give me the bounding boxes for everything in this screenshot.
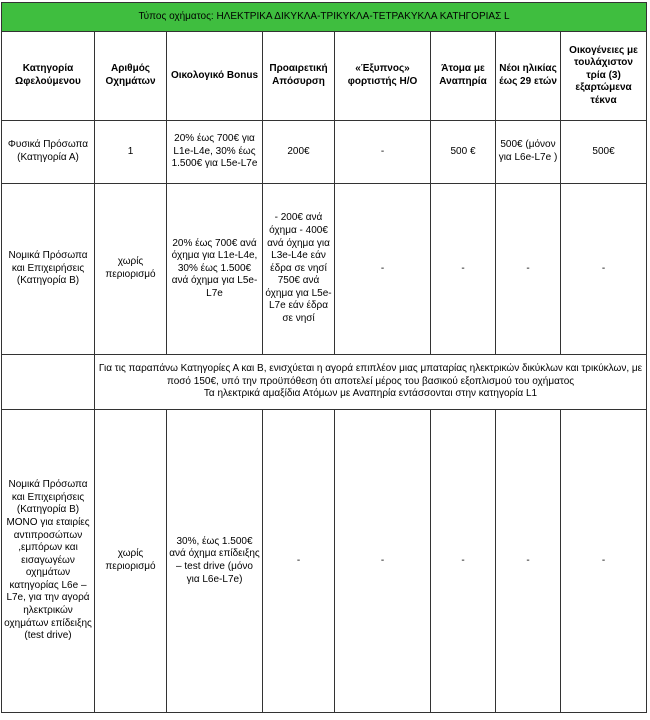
cell-bonus: 20% έως 700€ ανά όχημα για L1e-L4e, 30% έως 1.500€ ανά όχημα για L5e-L7e (167, 184, 263, 355)
note-empty-cell (2, 355, 95, 410)
header-scrappage: Προαιρετική Απόσυρση (263, 32, 335, 121)
cell-vehicles: 1 (95, 121, 167, 184)
cell-youth: 500€ (μόνον για L6e-L7e ) (496, 121, 561, 184)
cell-bonus: 20% έως 700€ για L1e-L4e, 30% έως 1.500€ για L5e-L7e (167, 121, 263, 184)
header-bonus: Οικολογικό Bonus (167, 32, 263, 121)
cell-families: - (561, 184, 647, 355)
note-cell (95, 355, 647, 410)
cell-bonus: 30%, έως 1.500€ ανά όχημα επίδειξης – test drive (μόνο για L6e-L7e) (167, 410, 263, 713)
cell-scrappage: 200€ (263, 121, 335, 184)
note-row (2, 355, 647, 410)
cell-scrappage: - 200€ ανά όχημα - 400€ ανά όχημα για L3e-L4e εάν έδρα σε νησί 750€ ανά όχημα για L5e-L7e εάν έδρα σε νησί (263, 184, 335, 355)
cell-category: Νομικά Πρόσωπα και Επιχειρήσεις (Κατηγορία Β) ΜΟΝΟ για εταιρίες αντιπροσώπων ,εμπόρων και εισαγωγέων οχημάτων κατηγορίας L6e – L7e, για την αγορά ηλεκτρικών οχημάτων επίδειξης (test drive) (2, 410, 95, 713)
cell-youth: - (496, 410, 561, 713)
cell-disability: - (431, 410, 496, 713)
cell-scrappage: - (263, 410, 335, 713)
header-families: Οικογένειες με τουλάχιστον τρία (3) εξαρτώμενα τέκνα (561, 32, 647, 121)
cell-families: 500€ (561, 121, 647, 184)
table-title: Τύπος οχήματος: ΗΛΕΚΤΡΙΚΑ ΔΙΚΥΚΛΑ-ΤΡΙΚΥΚΛΑ-ΤΕΤΡΑΚΥΚΛΑ ΚΑΤΗΓΟΡΙΑΣ L (2, 3, 647, 32)
cell-charger: - (335, 184, 431, 355)
cell-category: Νομικά Πρόσωπα και Επιχειρήσεις (Κατηγορία Β) (2, 184, 95, 355)
cell-category: Φυσικά Πρόσωπα (Κατηγορία Α) (2, 121, 95, 184)
cell-vehicles: χωρίς περιορισμό (95, 184, 167, 355)
header-youth: Νέοι ηλικίας έως 29 ετών (496, 32, 561, 121)
incentives-table (1, 2, 647, 713)
incentives-table-container (1, 2, 649, 713)
cell-families: - (561, 410, 647, 713)
header-vehicles: Αριθμός Οχημάτων (95, 32, 167, 121)
cell-youth: - (496, 184, 561, 355)
header-disability: Άτομα με Αναπηρία (431, 32, 496, 121)
table-row (2, 121, 647, 184)
cell-disability: - (431, 184, 496, 355)
header-category: Κατηγορία Ωφελούμενου (2, 32, 95, 121)
cell-charger: - (335, 121, 431, 184)
title-row (2, 3, 647, 32)
cell-disability: 500 € (431, 121, 496, 184)
note-line-2: Τα ηλεκτρικά αμαξίδια Ατόμων με Αναπηρία εντάσσονται στην κατηγορία L1 (203, 388, 538, 400)
header-charger: «Έξυπνος» φορτιστής Η/Ο (335, 32, 431, 121)
cell-charger: - (335, 410, 431, 713)
table-row (2, 184, 647, 355)
note-line-1: Για τις παραπάνω Κατηγορίες Α και Β, ενισχύεται η αγορά επιπλέον μιας μπαταρίας ηλεκτρικών δικύκλων και τρικύκλων, με ποσό 150€, υπό την προϋπόθεση ότι αποτελεί μέρος του βασικού εξοπλισμού του οχήματος (98, 363, 643, 387)
table-row (2, 410, 647, 713)
cell-vehicles: χωρίς περιορισμό (95, 410, 167, 713)
header-row (2, 32, 647, 121)
